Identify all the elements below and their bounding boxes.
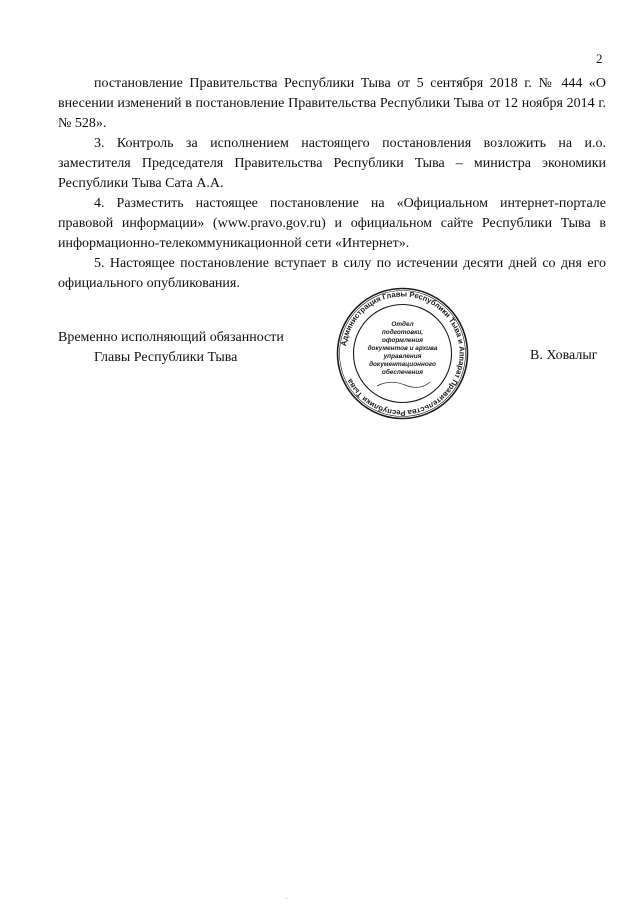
paragraph-continuation: постановление Правительства Республики Тыва от 5 сентября 2018 г. № 444 «О внесении изменений в постановление Правительства Республики Тыва от 12 ноября 2014 г. № 528». bbox=[58, 76, 606, 131]
svg-text:подготовки,: подготовки, bbox=[381, 329, 424, 336]
paragraph-4: 4. Разместить настоящее постановление на «Официальном интернет-портале правовой информации» (www.pravo.gov.ru) и официальном сайте Республики Тыва в информационно-телекоммуникационной сети «Интернет». bbox=[58, 196, 606, 251]
signatory-name: В. Ховалыг bbox=[530, 348, 598, 363]
page-number: 2 bbox=[596, 51, 603, 66]
svg-text:документов и архива: документов и архива bbox=[367, 345, 438, 352]
stamp-scribble bbox=[377, 382, 430, 387]
signatory-position-line2: Главы Республики Тыва bbox=[94, 350, 238, 365]
signatory-position-line1: Временно исполняющий обязанности bbox=[58, 330, 284, 345]
svg-text:документационного: документационного bbox=[369, 361, 436, 368]
footer-mark: . bbox=[286, 895, 288, 901]
document-body bbox=[58, 74, 606, 294]
svg-text:Отдел: Отдел bbox=[391, 321, 414, 328]
stamp-inner-text bbox=[368, 320, 438, 376]
signatory-position bbox=[58, 328, 284, 368]
svg-text:оформления: оформления bbox=[382, 337, 423, 344]
svg-text:управления: управления bbox=[383, 353, 422, 360]
svg-text:обеспечения: обеспечения bbox=[381, 369, 424, 376]
stamp-outer-text: Администрация Главы Республики Тыва и Аппарат Правительства Республики Тыва bbox=[338, 289, 467, 418]
official-stamp bbox=[335, 286, 470, 421]
paragraph-3: 3. Контроль за исполнением настоящего постановления возложить на и.о. заместителя Председателя Правительства Республики Тыва – министра экономики Республики Тыва Сата А.А. bbox=[58, 136, 606, 191]
paragraph-5: 5. Настоящее постановление вступает в силу по истечении десяти дней со дня его официального опубликования. bbox=[58, 256, 606, 291]
